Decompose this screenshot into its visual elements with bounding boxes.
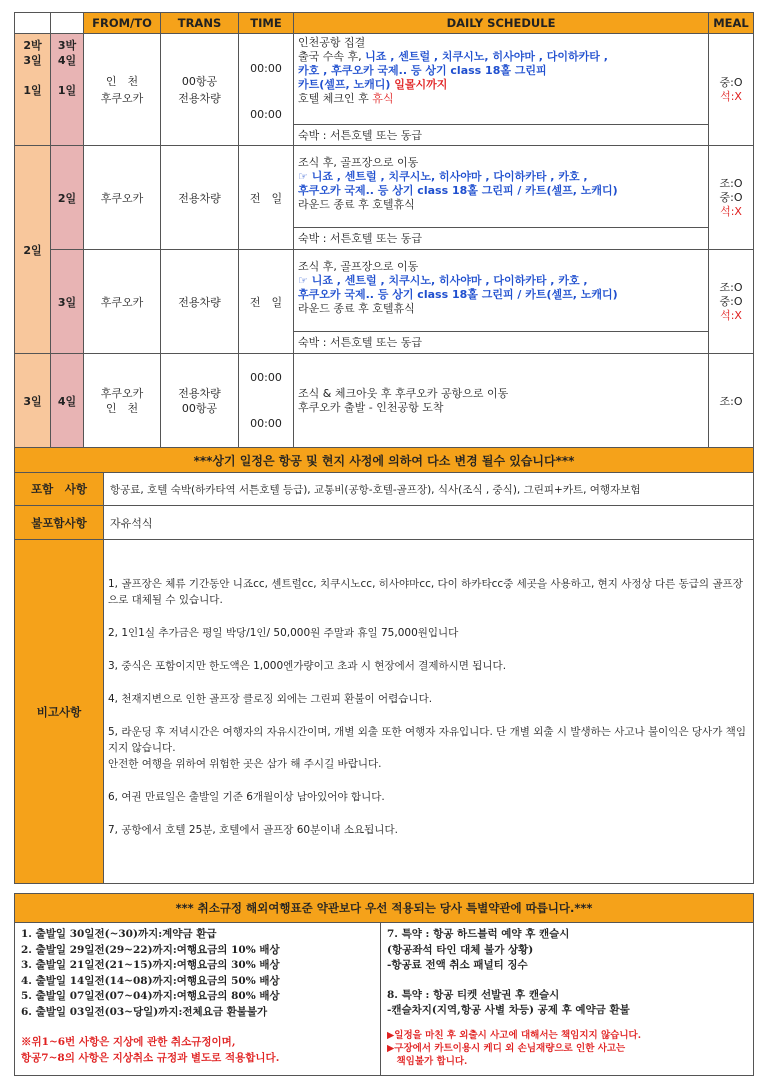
header-blank-b <box>50 12 84 34</box>
row1-meal-lunch: 중:O <box>719 75 743 89</box>
excluded-text: 자유석식 <box>103 505 754 540</box>
row4-sched-line1: 조식 & 체크아웃 후 후쿠오카 공항으로 이동 <box>298 386 509 400</box>
row3-sched-line3: 후쿠오카 국제.. 등 상기 class 18홀 그린피 / 카트(셀프, 노캐디) <box>298 288 618 301</box>
cancel-rule-2: 2. 출발일 29일전(29~22)까지:여행요금의 10% 배상 <box>21 943 280 956</box>
row2-col-a: 2일 <box>14 145 51 354</box>
row2-sched-line4: 라운드 종료 후 호텔휴식 <box>298 198 415 211</box>
row2-hotel: 숙박 : 서튼호텔 또는 동급 <box>293 227 709 250</box>
cancel-special-7: 7. 특약 : 항공 하드블럭 예약 후 캔슬시 (항공좌석 타인 대체 불가 상황) -항공료 전액 취소 패널티 징수 <box>387 928 570 971</box>
header-trans: TRANS <box>160 12 239 34</box>
remark-item-3: 3, 중식은 포함이지만 한도액은 1,000엔가량이고 초과 시 현장에서 결제하시면 됩니다. <box>108 660 507 672</box>
row3-hotel: 숙박 : 서튼호텔 또는 동급 <box>293 331 709 354</box>
row1-trans: 00항공 전용차량 <box>160 33 239 146</box>
remarks-body <box>103 539 754 884</box>
cancel-rule-5: 5. 출발일 07일전(07~04)까지:여행요금의 80% 배상 <box>21 990 280 1002</box>
header-from-to: FROM/TO <box>83 12 161 34</box>
row4-sched-line2: 후쿠오카 출발 - 인천공항 도착 <box>298 400 444 414</box>
included-label: 포함 사항 <box>14 472 104 506</box>
remark-item-5: 5, 라운딩 후 저녁시간은 여행자의 자유시간이며, 개별 외출 또한 여행자 자유입니다. 단 개별 외출 시 발생하는 사고나 불이익은 당사가 책임지지 않습니다. 안전한 여행을 위하여 위험한 곳은 삼가 해 주시길 바랍니다. <box>108 726 746 770</box>
row2-schedule <box>293 145 709 228</box>
row1-time <box>238 33 294 146</box>
row1-sched-line4 <box>298 78 704 92</box>
remarks-label: 비고사항 <box>14 539 104 884</box>
row2-meal <box>708 145 754 250</box>
row1-sched-line2 <box>298 50 704 64</box>
row3-trans: 전용차량 <box>160 249 239 354</box>
row2-sched-line1: 조식 후, 골프장으로 이동 <box>298 156 419 169</box>
excluded-label: 불포함사항 <box>14 505 104 540</box>
remark-item-2: 2, 1인1실 추가금은 평일 박당/1인/ 50,000원 주말과 휴일 75,000원입니다 <box>108 627 459 639</box>
row4-schedule <box>293 353 709 448</box>
cancel-rule-6: 6. 출발일 03일전(03~당일)까지:전체요금 환불불가 <box>21 1005 268 1018</box>
row3-time: 전 일 <box>238 249 294 354</box>
row2-time: 전 일 <box>238 145 294 250</box>
row2-meal-lunch: 중:O <box>719 190 743 204</box>
row1-sched-line1: 인천공항 집결 <box>298 36 366 49</box>
header-blank-a <box>14 12 51 34</box>
row4-time-start: 00:00 <box>250 371 282 384</box>
row4-meal: 조:O <box>708 353 754 448</box>
cancel-rule-1: 1. 출발일 30일전(~30)까지:계약금 환급 <box>21 928 217 940</box>
row1-sched-cart: 카트(셀프, 노캐디) <box>298 78 391 91</box>
cancel-left-note: ※위1~6번 사항은 지상에 관한 취소규정이며, 항공7~8의 사항은 지상취소 규정과 별도로 적용합니다. <box>21 1036 280 1064</box>
schedule-notice: ***상기 일정은 항공 및 현지 사정에 의하여 다소 변경 될수 있습니다*** <box>14 447 754 473</box>
row1-sched-sunset: 일몰시까지 <box>390 78 448 91</box>
remark-item-6: 6, 여권 만료일은 출발일 기준 6개월이상 남아있어야 합니다. <box>108 791 385 803</box>
cancel-special-8: 8. 특약 : 항공 티켓 선발권 후 캔슬시 -캔슬차지(지역,항공 사별 차등) 공제 후 예약금 환불 <box>387 988 630 1016</box>
row4-time-end: 00:00 <box>250 417 282 430</box>
cancel-right-note-1: ▶일정을 마친 후 외출시 사고에 대해서는 책임지지 않습니다. <box>387 1029 642 1041</box>
row1-sched-rest: 휴식 <box>372 92 394 105</box>
row1-from-to: 인 천 후쿠오카 <box>83 33 161 146</box>
header-schedule: DAILY SCHEDULE <box>293 12 709 34</box>
row3-sched-line4: 라운드 종료 후 호텔휴식 <box>298 302 415 315</box>
remark-item-7: 7, 공항에서 호텔 25분, 호텔에서 골프장 60분이내 소요됩니다. <box>108 824 398 836</box>
remark-item-1: 1, 골프장은 체류 기간동안 니죠cc, 센트럴cc, 치쿠시노cc, 히사야마cc, 다이 하카타cc중 세곳을 사용하고, 현지 사정상 다른 동급의 골프장으로 대체될 수 있습니다. <box>108 578 743 606</box>
row3-sched-line2: ☞ 니죠 , 센트럴 , 치쿠시노, 히사야마 , 다이하카타 , 카호 , <box>298 274 588 287</box>
cancel-title: *** 취소규정 해외여행표준 약관보다 우선 적용되는 당사 특별약관에 따릅니다.*** <box>14 893 754 923</box>
row1-hotel: 숙박 : 서튼호텔 또는 동급 <box>293 124 709 146</box>
row4-col-a: 3일 <box>14 353 51 448</box>
row1-sched-line3: 카호 , 후쿠오카 국제.. 등 상기 class 18홀 그린피 <box>298 64 547 77</box>
row1-sched-golf-list: 니죠 , 센트럴 , 치쿠시노, 히사야마 , 다이하카타 , <box>365 50 608 63</box>
row1-meal <box>708 33 754 146</box>
header-meal: MEAL <box>708 12 754 34</box>
row4-col-b: 4일 <box>50 353 84 448</box>
row3-col-b: 3일 <box>50 249 84 354</box>
row3-meal-breakfast: 조:O <box>719 280 743 294</box>
cancel-right <box>380 922 754 1076</box>
row1-col-b: 3박 4일 1일 <box>50 33 84 146</box>
row1-sched-line5 <box>298 92 704 106</box>
row1-col-a: 2박 3일 1일 <box>14 33 51 146</box>
row4-trans: 전용차량 00항공 <box>160 353 239 448</box>
row3-meal-lunch: 중:O <box>719 294 743 308</box>
row3-schedule <box>293 249 709 332</box>
row2-meal-dinner: 석:X <box>720 204 742 218</box>
row1-time-end: 00:00 <box>250 108 282 121</box>
row2-col-b: 2일 <box>50 145 84 250</box>
row4-time <box>238 353 294 448</box>
included-text: 항공료, 호텔 숙박(하카타역 서튼호텔 등급), 교통비(공항-호텔-골프장), 식사(조식 , 중식), 그린피+카트, 여행자보험 <box>103 472 754 506</box>
row3-meal-dinner: 석:X <box>720 308 742 322</box>
remark-item-4: 4, 천재지변으로 인한 골프장 클로징 외에는 그린피 환불이 어렵습니다. <box>108 693 433 705</box>
cancel-left <box>14 922 381 1076</box>
row1-time-start: 00:00 <box>250 62 282 75</box>
row3-meal <box>708 249 754 354</box>
row1-meal-dinner: 석:X <box>720 89 742 103</box>
cancel-right-note-2: ▶구장에서 카트이용시 케디 외 손님재량으로 인한 사고는 책임불가 합니다. <box>387 1042 626 1067</box>
row2-sched-line3: 후쿠오카 국제.. 등 상기 class 18홀 그린피 / 카트(셀프, 노캐디) <box>298 184 618 197</box>
row2-meal-breakfast: 조:O <box>719 176 743 190</box>
cancel-rule-4: 4. 출발일 14일전(14~08)까지:여행요금의 50% 배상 <box>21 974 280 987</box>
header-time: TIME <box>238 12 294 34</box>
row4-from-to: 후쿠오카 인 천 <box>83 353 161 448</box>
cancel-rule-3: 3. 출발일 21일전(21~15)까지:여행요금의 30% 배상 <box>21 959 280 971</box>
row3-from-to: 후쿠오카 <box>83 249 161 354</box>
row1-schedule <box>293 33 709 125</box>
row1-sched-line2a: 출국 수속 후, <box>298 50 366 63</box>
row2-from-to: 후쿠오카 <box>83 145 161 250</box>
row2-sched-line2: ☞ 니죠 , 센트럴 , 치쿠시노, 히사야마 , 다이하카타 , 카호 , <box>298 170 588 183</box>
row3-sched-line1: 조식 후, 골프장으로 이동 <box>298 260 419 273</box>
row1-sched-checkin: 호텔 체크인 후 <box>298 92 373 105</box>
row2-trans: 전용차량 <box>160 145 239 250</box>
